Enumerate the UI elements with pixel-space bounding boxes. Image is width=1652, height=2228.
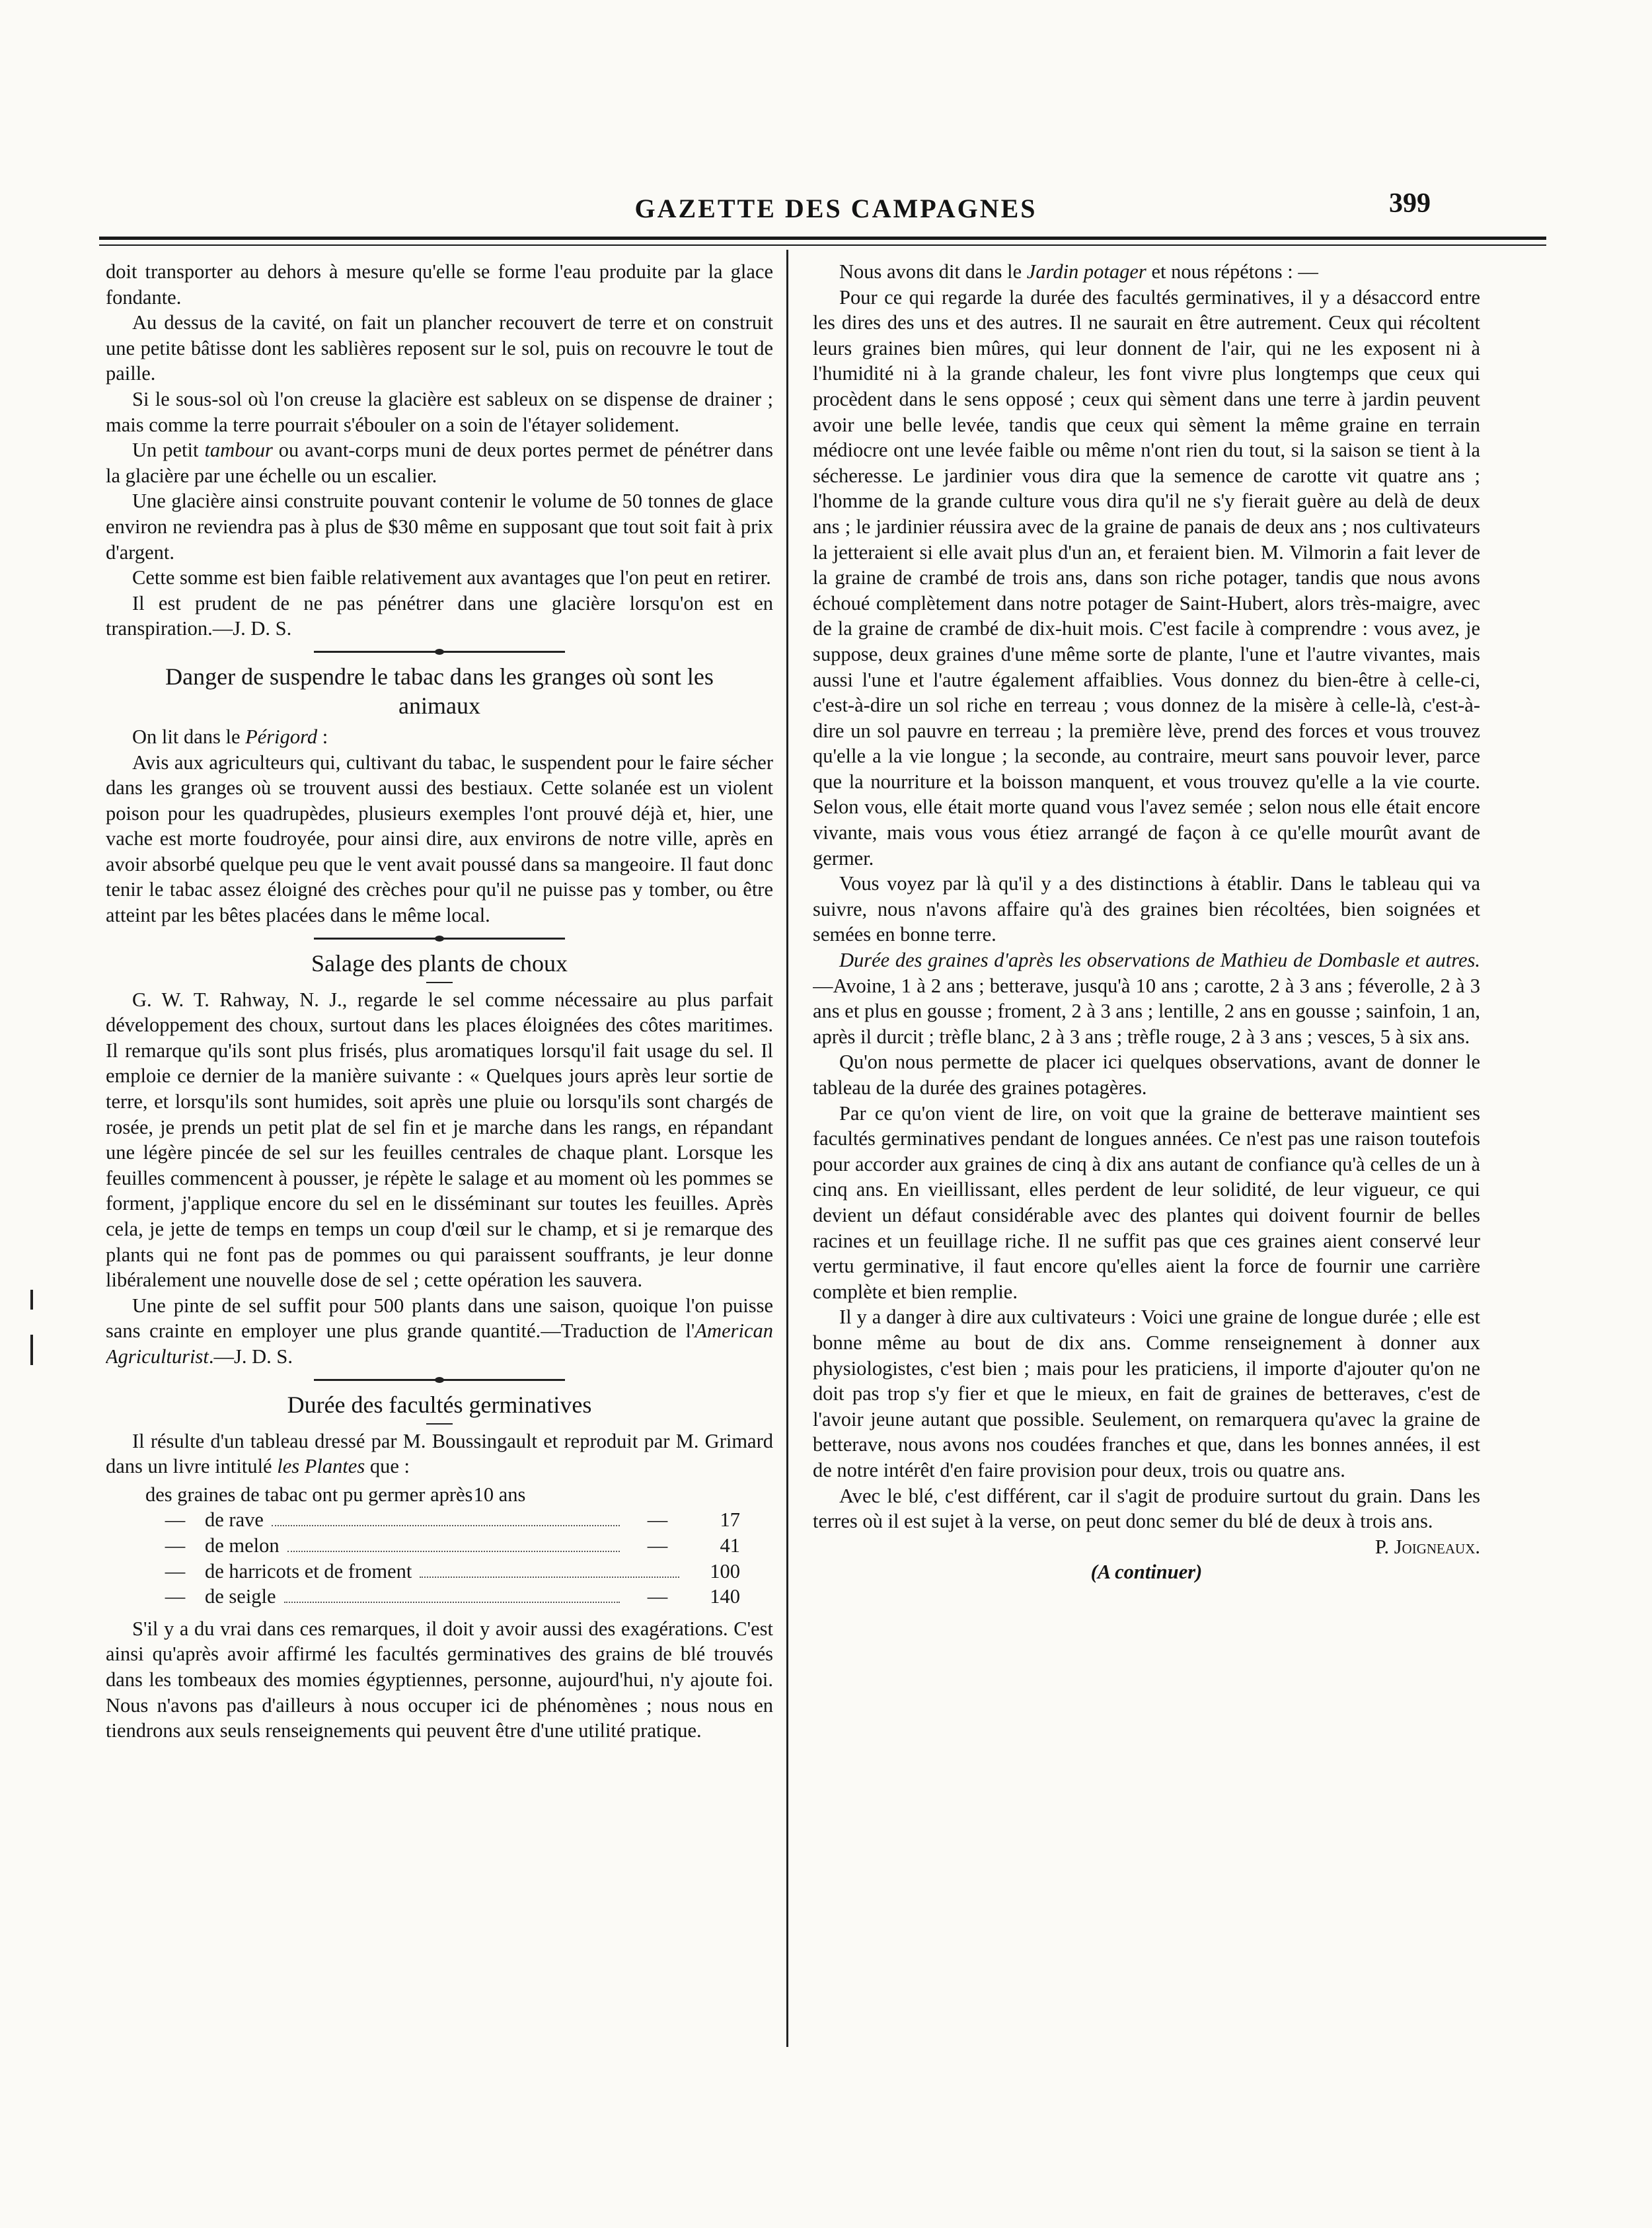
text-run: —Avoine, 1 à 2 ans ; betterave, jusqu'à 10 ans ; carotte, 2 à 3 ans ; féverolle, 2 à 3 ans et plus en gousse ; froment, 2 à 3 ans ; lentille, 2 ans en gousse ; sainfoin, 1 an, après il durcit ; trèfle blanc, 2 à 3 ans ; trèfle rouge, 2 à 3 ans ; vesces, 5 à six ans.: [813, 974, 1480, 1048]
paragraph: Une glacière ainsi construite pouvant contenir le volume de 50 tonnes de glace environ ne reviendra pas à plus de $30 même en supposant que tout soit fait à prix d'argent.: [106, 490, 773, 564]
emphasis: tambour: [204, 439, 273, 462]
ditto-mark: —: [647, 1508, 668, 1532]
emphasis: American Agriculturist: [106, 1319, 773, 1368]
paragraph: Si le sous-sol où l'on creuse la glacière est sableux on se dispense de drainer ; mais comme la terre pourrait s'ébouler on a soin de l'étayer solidement.: [106, 387, 773, 436]
emphasis: Jardin potager: [1026, 260, 1146, 283]
header-rule-thin: [99, 244, 1546, 246]
text-run: Il résulte d'un tableau dressé par M. Boussingault et reproduit par M. Grimard dans un livre intitulé: [106, 1429, 773, 1478]
table-row: [145, 1533, 740, 1559]
paragraph: [106, 437, 773, 488]
text-run: .—J. D. S.: [208, 1345, 293, 1368]
ditto-mark: —: [647, 1534, 668, 1557]
margin-mark: [30, 1335, 33, 1365]
column-divider: [786, 250, 788, 2047]
paragraph: Avec le blé, c'est différent, car il s'agit de produire surtout du grain. Dans les terres où il est sujet à la verse, on peut donc semer du blé de deux à trois ans.: [813, 1484, 1480, 1533]
table-value: 41: [720, 1534, 740, 1557]
masthead: [241, 165, 1431, 231]
heading-rule: [426, 982, 453, 983]
signature: P. Joigneaux.: [1374, 1535, 1480, 1558]
text-run: ou avant-corps muni de deux portes permet de pénétrer dans la glacière par une échelle ou un escalier.: [106, 439, 773, 487]
heading-rule: [426, 1423, 453, 1425]
dot-leader: [272, 1525, 620, 1526]
paragraph: [813, 259, 1480, 285]
section-separator: [314, 938, 565, 940]
section-separator: [314, 1379, 565, 1381]
paragraph: Qu'on nous permette de placer ici quelques observations, avant de donner le tableau de la durée des graines potagères.: [813, 1051, 1480, 1099]
dot-leader: [420, 1577, 679, 1578]
left-column: [106, 259, 773, 2043]
section-heading-duree: Durée des facultés germinatives: [287, 1391, 592, 1418]
header-rule-thick: [99, 237, 1546, 240]
section-separator: [314, 651, 565, 653]
table-label: de melon: [205, 1534, 280, 1557]
table-label: de seigle: [205, 1585, 276, 1608]
table-row: [145, 1559, 740, 1584]
text-run: Nous avons dit dans le: [839, 260, 1027, 283]
table-row: [145, 1507, 740, 1533]
paragraph: Vous voyez par là qu'il y a des distinctions à établir. Dans le tableau qui va suivre, nous n'avons affaire qu'à des graines bien récoltées, bien soignées et semées en bonne terre.: [813, 872, 1480, 946]
paragraph: doit transporter au dehors à mesure qu'elle se forme l'eau produite par la glace fondante.: [106, 260, 773, 309]
emphasis: Périgord: [245, 725, 318, 748]
text-run: On lit dans le: [132, 725, 246, 748]
right-column: [813, 259, 1480, 2043]
paragraph: [813, 947, 1480, 1049]
dot-leader: [287, 1551, 620, 1552]
text-run: et nous répétons : —: [1146, 260, 1318, 283]
margin-mark: [30, 1290, 33, 1310]
dot-leader: [284, 1602, 620, 1603]
emphasis: Durée des graines d'après les observations de Mathieu de Dombasle et autres.: [839, 949, 1480, 972]
emphasis: les Plantes: [277, 1455, 365, 1478]
text-run: Un petit: [132, 439, 205, 462]
paragraph: Cette somme est bien faible relativement aux avantages que l'on peut en retirer.: [132, 566, 771, 589]
paragraph: Il est prudent de ne pas pénétrer dans une glacière lorsqu'on est en transpiration.—J. D. S.: [106, 591, 773, 640]
ditto-mark: —: [165, 1508, 186, 1532]
table-value: 17: [720, 1508, 740, 1532]
text-run: :: [317, 725, 328, 748]
continued-note: (A continuer): [1090, 1561, 1203, 1584]
paragraph: Il y a danger à dire aux cultivateurs : Voici une graine de longue durée ; elle est bonne même au bout de dix ans. Comme renseignement à donner aux physiologistes, c'est bien ; mais pour les praticiens, il importe d'ajouter qu'on ne doit pas trop s'y fier et que le mieux, en fait de graines de betteraves, c'est de l'avoir jeune autant que possible. Seulement, on remarquera qu'avec la graine de betterave, nous avons nos coudées franches et que, dans les bonnes années, il est de notre intérêt d'en faire provision pour deux, trois ou quatre ans.: [813, 1306, 1480, 1481]
table-value: 10 ans: [473, 1483, 526, 1506]
table-row: [145, 1584, 740, 1610]
ditto-mark: —: [165, 1585, 186, 1608]
ditto-mark: —: [165, 1534, 186, 1557]
paragraph: Pour ce qui regarde la durée des facultés germinatives, il y a désaccord entre les dires des uns et des autres. Il ne saurait en être autrement. Ceux qui récoltent leurs graines bien mûres, qui leur donnent de l'air, qui ne les exposent ni à l'humidité ni à la grande chaleur, les font vivre plus longtemps que ceux qui procèdent dans le sens opposé ; ceux qui sèment dans une terre à jardin peuvent avoir une belle levée, tandis que ceux qui sèment la même graine en terrain médiocre ont une levée faible ou même n'ont rien du tout, si la saison se tient à la sécheresse. Le jardinier vous dira que la semence de carotte vit quatre ans ; l'homme de la grande culture vous dira qu'il ne s'y fierait guère au delà de deux ans ; le jardinier réussira avec de la graine de panais de deux ans ; nos cultivateurs la jetteraient si elle avait plus d'un an, et feraient bien. M. Vilmorin a fait lever de la graine de crambé de trois ans, dans son riche potager, tandis que nous avons échoué complètement dans notre potager de Saint-Hubert, alors très-maigre, avec de la graine de crambé de dix-huit mois. C'est facile à comprendre : vous avez, je suppose, deux graines d'une même sorte de plante, l'une et l'autre vivantes, mais aussi l'une et l'autre également affaiblies. Vous donnez du bien-être à celle-ci, c'est-à-dire un sol riche en terreau ; vous donnez de la misère à celle-là, c'est-à-dire un sol pauvre en terreau ; la première lève, prend des forces et vous trouvez qu'elle a la vie longue ; la seconde, au contraire, meurt sans pouvoir lever, parce que la nourriture et la boisson manquent, et vous trouvez qu'elle a la vie courte. Selon vous, elle était morte quand vous l'avez semée ; selon nous elle était encore vivante, mais vous vous étiez arrangé de façon à ce qu'elle mourût avant de germer.: [813, 285, 1480, 870]
text-run: Une pinte de sel suffit pour 500 plants dans une saison, quoique l'on puisse sans crainte en employer une plus grande quantité.—Traduction de l': [106, 1294, 773, 1343]
paragraph: S'il y a du vrai dans ces remarques, il doit y avoir aussi des exagérations. C'est ainsi qu'après avoir affirmé les facultés germinatives des grains de blé trouvés dans les tombeaux des momies égyptiennes, personne, aujourd'hui, n'y ajoute foi. Nous n'avons pas d'ailleurs à nous occuper ici de phénomènes ; nous nous en tiendrons aux seuls renseignements qui peuvent être d'une utilité pratique.: [106, 1617, 773, 1742]
table-label: de rave: [205, 1508, 264, 1532]
table-value: 100: [710, 1559, 740, 1582]
page-number: 399: [1389, 188, 1431, 219]
paragraph: [106, 1293, 773, 1370]
paragraph: Avis aux agriculteurs qui, cultivant du tabac, le suspendent pour le faire sécher dans les granges où se trouvent aussi des bestiaux. Cette solanée est un violent poison pour les quadrupèdes, plusieurs exemples l'ont prouvé déjà et, hier, une vache est morte foudroyée, pour ainsi dire, aux environs de notre ville, après en avoir absorbé quelque peu que le vent avait poussé dans sa mangeoire. Il faut donc tenir le tabac assez éloigné des crèches pour qu'il ne puisse pas y tomber, ou être atteint par les bêtes placées dans le même local.: [106, 751, 773, 927]
table-value: 140: [710, 1585, 740, 1608]
paragraph: Par ce qu'on vient de lire, on voit que la graine de betterave maintient ses facultés germinatives pendant de longues années. Ce n'est pas une raison toutefois pour accorder aux graines de cinq à dix ans autant de confiance qu'à celles de un à cinq ans. En vieillissant, elles perdent de leur solidité, de leur vigueur, ce qui devient un défaut considérable avec des plantes qui doivent fournir de belles racines et un feuillage riche. Il ne suffit pas que ces graines aient conservé leur vertu germinative, il faut encore qu'elles aient la force de fournir une carrière complète et bien remplie.: [813, 1101, 1480, 1303]
ditto-mark: —: [647, 1585, 668, 1608]
paragraph: [106, 1429, 773, 1479]
table-row: [145, 1482, 740, 1508]
masthead-title: GAZETTE DES CAMPAGNES: [634, 194, 1037, 223]
text-run: que :: [365, 1455, 410, 1478]
paragraph: [106, 724, 773, 750]
section-heading-choux: Salage des plants de choux: [311, 949, 568, 977]
paragraph: G. W. T. Rahway, N. J., regarde le sel comme nécessaire au plus parfait développement des choux, surtout dans les places éloignées des côtes maritimes. Il remarque qu'ils sont plus frisés, plus aromatiques lorsqu'il fait usage du sel. Il emploie ce dernier de la manière suivante : « Quelques jours après leur sortie de terre, et lorsqu'ils sont humides, soit après une pluie ou lorsqu'ils sont chargés de rosée, je prends un petit plat de sel fin et je marche dans les rangs, en répandant une légère pincée de sel sur les feuilles centrales de chaque plant. Lorsque les feuilles commencent à pousser, je répète le salage et au moment où les pommes se forment, j'applique encore du sel en le disséminant sur toutes les feuilles. Après cela, je jette de temps en temps un coup d'œil sur le champ, et si je remarque des plants qui ne font pas de pommes ou qui paraissent souffrants, je leur donne libéralement une nouvelle dose de sel ; cette opération les sauvera.: [106, 988, 773, 1292]
ditto-mark: —: [165, 1559, 186, 1582]
germination-table: [145, 1482, 740, 1610]
section-heading-tabac: Danger de suspendre le tabac dans les granges où sont les animaux: [165, 663, 714, 719]
table-label: de harricots et de froment: [205, 1559, 412, 1582]
table-label: des graines de tabac ont pu germer après: [145, 1483, 473, 1506]
paragraph: Au dessus de la cavité, on fait un plancher recouvert de terre et on construit une petite bâtisse dont les sablières reposent sur le sol, puis on recouvre le tout de paille.: [106, 311, 773, 385]
